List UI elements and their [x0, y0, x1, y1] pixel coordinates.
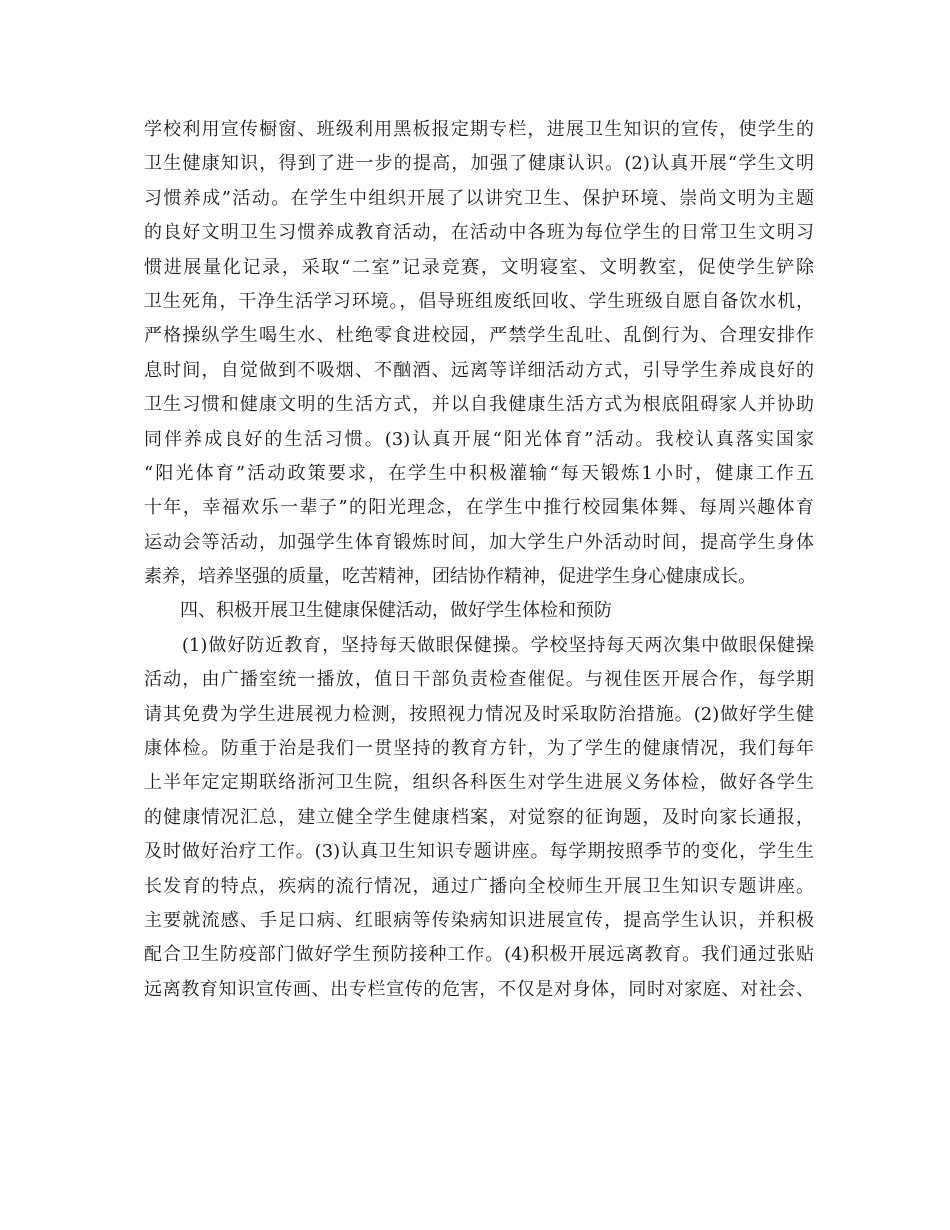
text-line-21: 的健康情况汇总，建立健全学生健康档案，对觉察的征询题，及时向家长通报， [144, 806, 814, 828]
text-line-6: 卫生死角，干净生活学习环境。，倡导班组废纸回收、学生班级自愿自备饮水机， [144, 290, 814, 312]
text-line-19: 康体检。防重于治是我们一贯坚持的教育方针，为了学生的健康情况，我们每年 [144, 738, 814, 760]
text-line-20: 上半年定定期联络浙河卫生院，组织各科医生对学生进展义务体检，做好各学生 [144, 772, 814, 794]
text-line-25: 配合卫生防疫部门做好学生预防接种工作。(4)积极开展远离教育。我们通过张贴 [144, 944, 814, 966]
text-line-26: 远离教育知识宣传画、出专栏宣传的危害，不仅是对身体，同时对家庭、对社会、 [144, 978, 814, 1000]
text-line-16: (1)做好防近教育，坚持每天做眼保健操。学校坚持每天两次集中做眼保健操 [144, 634, 814, 656]
text-line-8: 息时间，自觉做到不吸烟、不酗酒、远离等详细活动方式，引导学生养成良好的 [144, 359, 814, 381]
text-line-7: 严格操纵学生喝生水、杜绝零食进校园，严禁学生乱吐、乱倒行为、合理安排作 [144, 325, 814, 347]
text-line-9: 卫生习惯和健康文明的生活方式，并以自我健康生活方式为根底阻碍家人并协助 [144, 394, 814, 416]
text-line-11: “阳光体育”活动政策要求，在学生中积极灌输“每天锻炼1小时，健康工作五 [144, 462, 814, 484]
text-line-18: 请其免费为学生进展视力检测，按照视力情况及时采取防治措施。(2)做好学生健 [144, 703, 814, 725]
text-line-3: 习惯养成”活动。在学生中组织开展了以讲究卫生、保护环境、崇尚文明为主题 [144, 187, 814, 209]
text-line-10: 同伴养成良好的生活习惯。(3)认真开展“阳光体育”活动。我校认真落实国家 [144, 428, 814, 450]
text-line-2: 卫生健康知识，得到了进一步的提高，加强了健康认识。(2)认真开展“学生文明 [144, 153, 814, 175]
section-heading: 四、积极开展卫生健康保健活动，做好学生体检和预防 [144, 600, 612, 622]
text-line-17: 活动，由广播室统一播放，值日干部负责检查催促。与视佳医开展合作，每学期 [144, 669, 814, 691]
text-line-14: 素养，培养坚强的质量，吃苦精神，团结协作精神，促进学生身心健康成长。 [144, 566, 756, 588]
text-line-1: 学校利用宣传橱窗、班级利用黑板报定期专栏，进展卫生知识的宣传，使学生的 [144, 119, 814, 140]
text-line-24: 主要就流感、手足口病、红眼病等传染病知识进展宣传，提高学生认识，并积极 [144, 909, 814, 931]
text-line-22: 及时做好治疗工作。(3)认真卫生知识专题讲座。每学期按照季节的变化，学生生 [144, 841, 814, 863]
text-line-12: 十年，幸福欢乐一辈子”的阳光理念，在学生中推行校园集体舞、每周兴趣体育 [144, 497, 814, 519]
text-line-4: 的良好文明卫生习惯养成教育活动，在活动中各班为每位学生的日常卫生文明习 [144, 222, 814, 244]
text-line-5: 惯进展量化记录，采取“二室”记录竞赛，文明寝室、文明教室，促使学生铲除 [144, 256, 814, 278]
text-line-13: 运动会等活动，加强学生体育锻炼时间，加大学生户外活动时间，提高学生身体 [144, 531, 814, 553]
body-text [144, 113, 814, 1007]
text-line-23: 长发育的特点，疾病的流行情况，通过广播向全校师生开展卫生知识专题讲座。 [144, 875, 814, 897]
